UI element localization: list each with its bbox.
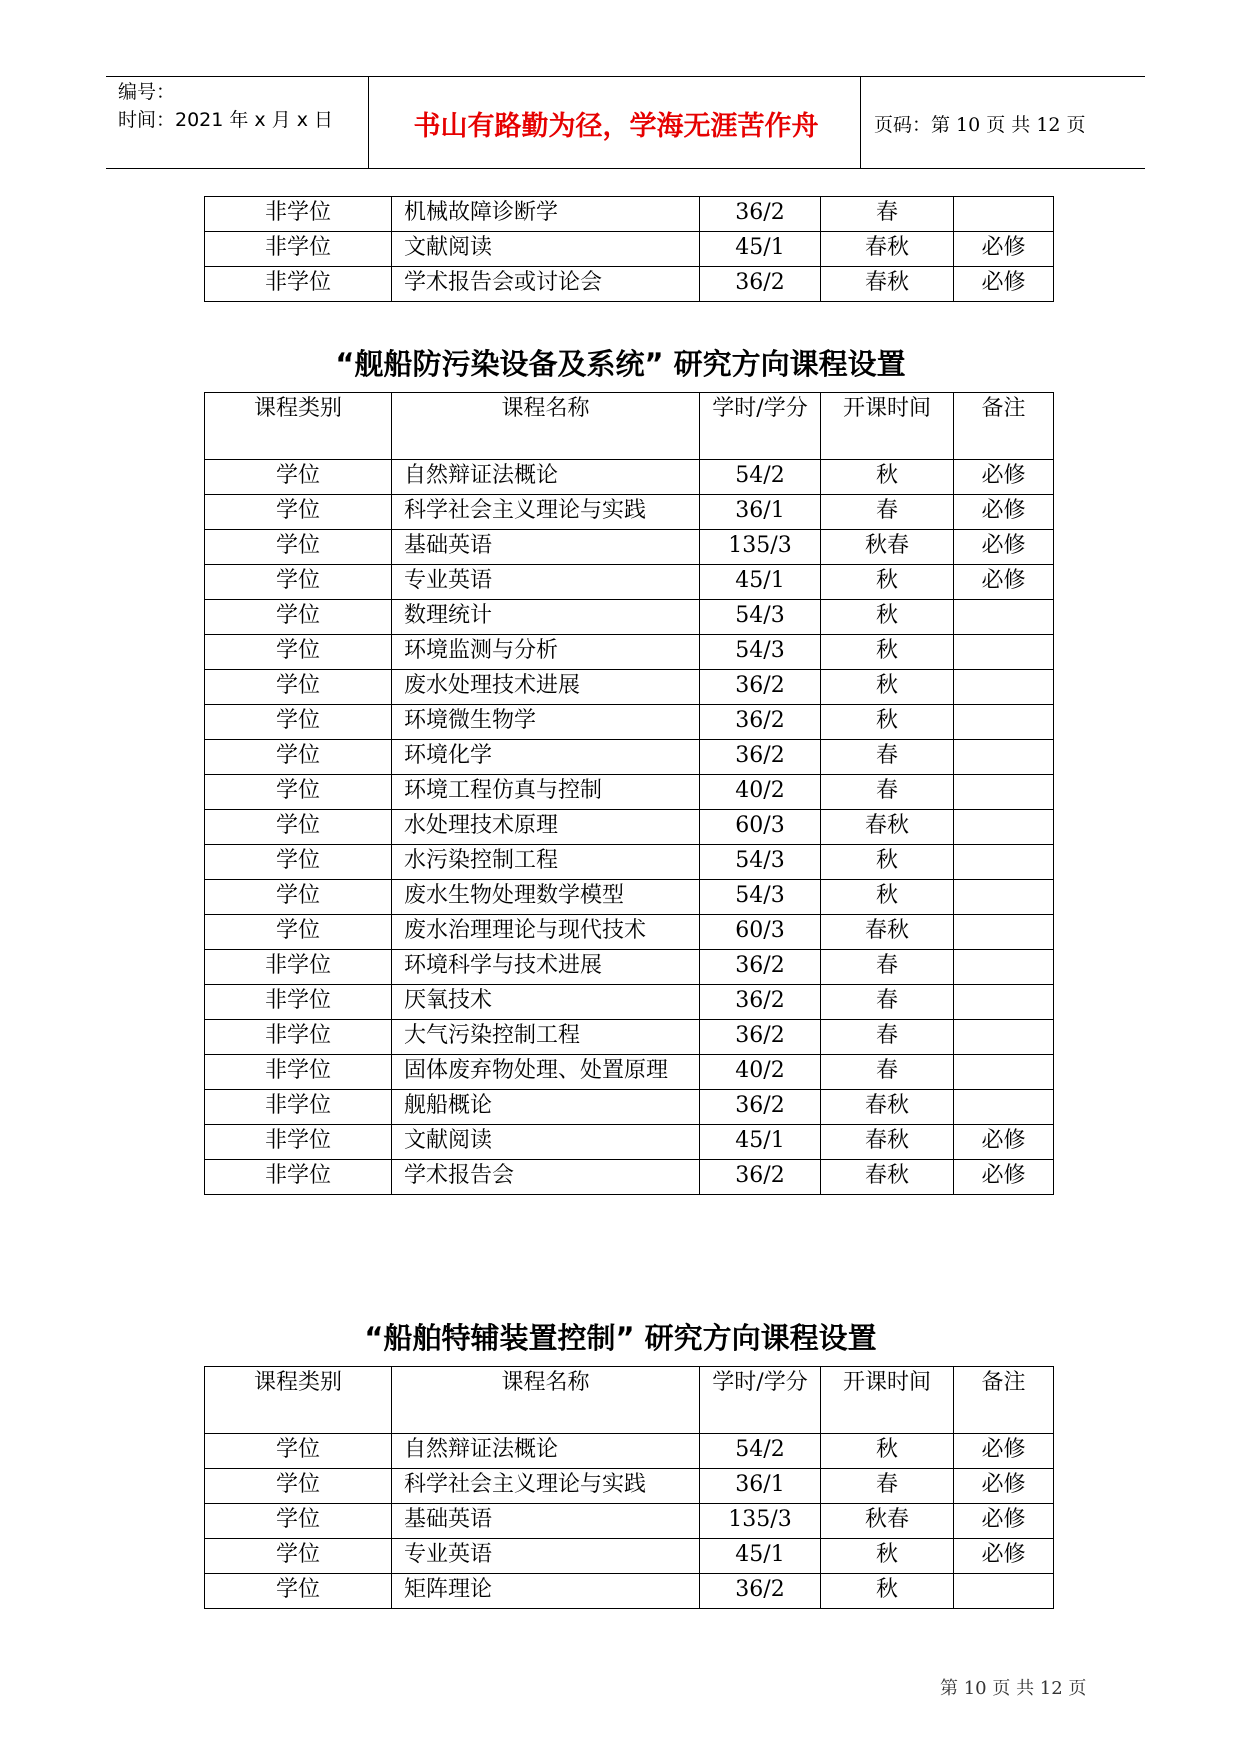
cell-course-name: 学术报告会或讨论会 bbox=[392, 267, 700, 302]
cell-category: 学位 bbox=[205, 495, 392, 530]
col-header-category: 课程类别 bbox=[205, 1367, 392, 1434]
cell-category: 非学位 bbox=[205, 1160, 392, 1195]
table-row bbox=[205, 530, 1054, 565]
cell-course-name: 自然辩证法概论 bbox=[392, 460, 700, 495]
cell-term: 春 bbox=[821, 1469, 954, 1504]
table-row bbox=[205, 1020, 1054, 1055]
cell-course-name: 科学社会主义理论与实践 bbox=[392, 1469, 700, 1504]
cell-note bbox=[954, 950, 1054, 985]
cell-note: 必修 bbox=[954, 530, 1054, 565]
cell-category: 学位 bbox=[205, 1434, 392, 1469]
cell-note: 必修 bbox=[954, 495, 1054, 530]
cell-hours-credits: 45/1 bbox=[700, 1125, 821, 1160]
course-table-continued bbox=[204, 196, 1054, 302]
table-row bbox=[205, 670, 1054, 705]
cell-course-name: 环境科学与技术进展 bbox=[392, 950, 700, 985]
cell-hours-credits: 54/3 bbox=[700, 880, 821, 915]
table-row bbox=[205, 1574, 1054, 1609]
header-top-rule bbox=[106, 76, 1145, 77]
col-header-hours: 学时/学分 bbox=[700, 1367, 821, 1434]
cell-hours-credits: 36/2 bbox=[700, 740, 821, 775]
cell-note bbox=[954, 740, 1054, 775]
cell-category: 学位 bbox=[205, 460, 392, 495]
cell-category: 学位 bbox=[205, 670, 392, 705]
cell-term: 春 bbox=[821, 1055, 954, 1090]
cell-category: 学位 bbox=[205, 810, 392, 845]
col-header-category: 课程类别 bbox=[205, 393, 392, 460]
cell-category: 学位 bbox=[205, 635, 392, 670]
table-row bbox=[205, 565, 1054, 600]
col-header-term: 开课时间 bbox=[821, 1367, 954, 1434]
table-row bbox=[205, 740, 1054, 775]
cell-hours-credits: 36/2 bbox=[700, 670, 821, 705]
cell-course-name: 文献阅读 bbox=[392, 232, 700, 267]
cell-hours-credits: 60/3 bbox=[700, 915, 821, 950]
cell-note bbox=[954, 600, 1054, 635]
col-header-hours: 学时/学分 bbox=[700, 393, 821, 460]
cell-category: 非学位 bbox=[205, 232, 392, 267]
table-row bbox=[205, 232, 1054, 267]
cell-hours-credits: 36/2 bbox=[700, 197, 821, 232]
table-row bbox=[205, 267, 1054, 302]
cell-term: 春 bbox=[821, 495, 954, 530]
table-row bbox=[205, 1469, 1054, 1504]
cell-note: 必修 bbox=[954, 565, 1054, 600]
cell-course-name: 科学社会主义理论与实践 bbox=[392, 495, 700, 530]
cell-note bbox=[954, 845, 1054, 880]
table-row bbox=[205, 1160, 1054, 1195]
cell-course-name: 废水生物处理数学模型 bbox=[392, 880, 700, 915]
cell-note bbox=[954, 1055, 1054, 1090]
cell-course-name: 自然辩证法概论 bbox=[392, 1434, 700, 1469]
cell-course-name: 专业英语 bbox=[392, 1539, 700, 1574]
cell-hours-credits: 40/2 bbox=[700, 775, 821, 810]
cell-note bbox=[954, 810, 1054, 845]
cell-note bbox=[954, 635, 1054, 670]
cell-note bbox=[954, 670, 1054, 705]
cell-note: 必修 bbox=[954, 1469, 1054, 1504]
cell-category: 学位 bbox=[205, 565, 392, 600]
header-motto: 书山有路勤为径，学海无涯苦作舟 bbox=[413, 111, 819, 142]
cell-term: 秋 bbox=[821, 670, 954, 705]
table-row bbox=[205, 460, 1054, 495]
col-header-name: 课程名称 bbox=[392, 1367, 700, 1434]
table-row bbox=[205, 950, 1054, 985]
cell-course-name: 固体废弃物处理、处置原理 bbox=[392, 1055, 700, 1090]
cell-term: 春秋 bbox=[821, 1090, 954, 1125]
cell-course-name: 环境微生物学 bbox=[392, 705, 700, 740]
cell-course-name: 专业英语 bbox=[392, 565, 700, 600]
cell-course-name: 大气污染控制工程 bbox=[392, 1020, 700, 1055]
table-row bbox=[205, 915, 1054, 950]
cell-term: 秋 bbox=[821, 1434, 954, 1469]
table-row bbox=[205, 705, 1054, 740]
cell-course-name: 环境监测与分析 bbox=[392, 635, 700, 670]
cell-course-name: 基础英语 bbox=[392, 530, 700, 565]
cell-term: 春 bbox=[821, 775, 954, 810]
cell-category: 学位 bbox=[205, 1504, 392, 1539]
cell-hours-credits: 36/2 bbox=[700, 950, 821, 985]
cell-course-name: 水污染控制工程 bbox=[392, 845, 700, 880]
cell-term: 春秋 bbox=[821, 267, 954, 302]
table-row bbox=[205, 495, 1054, 530]
cell-course-name: 基础英语 bbox=[392, 1504, 700, 1539]
cell-hours-credits: 45/1 bbox=[700, 232, 821, 267]
cell-note: 必修 bbox=[954, 1539, 1054, 1574]
cell-term: 秋春 bbox=[821, 530, 954, 565]
table-row bbox=[205, 880, 1054, 915]
cell-category: 非学位 bbox=[205, 1020, 392, 1055]
cell-term: 春 bbox=[821, 985, 954, 1020]
cell-category: 学位 bbox=[205, 775, 392, 810]
cell-hours-credits: 36/2 bbox=[700, 705, 821, 740]
cell-hours-credits: 36/1 bbox=[700, 495, 821, 530]
cell-note bbox=[954, 775, 1054, 810]
cell-course-name: 学术报告会 bbox=[392, 1160, 700, 1195]
header-time-label: 时间：2021 年 x 月 x 日 bbox=[118, 109, 334, 131]
cell-note: 必修 bbox=[954, 1160, 1054, 1195]
cell-note: 必修 bbox=[954, 1504, 1054, 1539]
cell-category: 非学位 bbox=[205, 950, 392, 985]
cell-hours-credits: 54/2 bbox=[700, 1434, 821, 1469]
table-header-row bbox=[205, 393, 1054, 460]
cell-category: 非学位 bbox=[205, 197, 392, 232]
cell-term: 秋春 bbox=[821, 1504, 954, 1539]
cell-hours-credits: 45/1 bbox=[700, 1539, 821, 1574]
cell-course-name: 环境工程仿真与控制 bbox=[392, 775, 700, 810]
table-row bbox=[205, 197, 1054, 232]
cell-note: 必修 bbox=[954, 1434, 1054, 1469]
col-header-note: 备注 bbox=[954, 393, 1054, 460]
cell-course-name: 废水处理技术进展 bbox=[392, 670, 700, 705]
cell-term: 春秋 bbox=[821, 1125, 954, 1160]
cell-note: 必修 bbox=[954, 460, 1054, 495]
cell-note bbox=[954, 1090, 1054, 1125]
header-page-code: 页码：第 10 页 共 12 页 bbox=[874, 114, 1086, 136]
cell-category: 学位 bbox=[205, 915, 392, 950]
cell-note bbox=[954, 1574, 1054, 1609]
cell-category: 学位 bbox=[205, 600, 392, 635]
cell-hours-credits: 54/3 bbox=[700, 845, 821, 880]
cell-course-name: 环境化学 bbox=[392, 740, 700, 775]
cell-term: 秋 bbox=[821, 600, 954, 635]
cell-term: 春 bbox=[821, 950, 954, 985]
cell-term: 秋 bbox=[821, 705, 954, 740]
cell-category: 学位 bbox=[205, 1469, 392, 1504]
cell-course-name: 舰船概论 bbox=[392, 1090, 700, 1125]
cell-hours-credits: 54/3 bbox=[700, 635, 821, 670]
header-bottom-rule bbox=[106, 168, 1145, 169]
cell-category: 非学位 bbox=[205, 1090, 392, 1125]
table-row bbox=[205, 1434, 1054, 1469]
cell-term: 秋 bbox=[821, 1574, 954, 1609]
table-row bbox=[205, 845, 1054, 880]
page-footer: 第 10 页 共 12 页 bbox=[940, 1678, 1087, 1699]
table-row bbox=[205, 775, 1054, 810]
cell-note bbox=[954, 1020, 1054, 1055]
cell-hours-credits: 45/1 bbox=[700, 565, 821, 600]
cell-hours-credits: 54/3 bbox=[700, 600, 821, 635]
cell-note bbox=[954, 197, 1054, 232]
cell-term: 春 bbox=[821, 197, 954, 232]
cell-course-name: 废水治理理论与现代技术 bbox=[392, 915, 700, 950]
header-divider-right bbox=[860, 76, 861, 168]
cell-hours-credits: 36/2 bbox=[700, 1574, 821, 1609]
cell-hours-credits: 54/2 bbox=[700, 460, 821, 495]
cell-course-name: 水处理技术原理 bbox=[392, 810, 700, 845]
table-row bbox=[205, 1504, 1054, 1539]
cell-note bbox=[954, 705, 1054, 740]
cell-term: 春 bbox=[821, 740, 954, 775]
cell-category: 学位 bbox=[205, 705, 392, 740]
cell-category: 学位 bbox=[205, 880, 392, 915]
cell-term: 春 bbox=[821, 1020, 954, 1055]
cell-term: 春秋 bbox=[821, 232, 954, 267]
cell-category: 非学位 bbox=[205, 985, 392, 1020]
table-row bbox=[205, 1090, 1054, 1125]
cell-category: 非学位 bbox=[205, 267, 392, 302]
table-row bbox=[205, 985, 1054, 1020]
table-row bbox=[205, 810, 1054, 845]
cell-category: 学位 bbox=[205, 740, 392, 775]
course-table-section2 bbox=[204, 1366, 1054, 1609]
cell-category: 学位 bbox=[205, 845, 392, 880]
cell-category: 学位 bbox=[205, 1539, 392, 1574]
cell-hours-credits: 135/3 bbox=[700, 1504, 821, 1539]
cell-course-name: 机械故障诊断学 bbox=[392, 197, 700, 232]
cell-note: 必修 bbox=[954, 1125, 1054, 1160]
cell-hours-credits: 135/3 bbox=[700, 530, 821, 565]
cell-term: 春秋 bbox=[821, 810, 954, 845]
cell-hours-credits: 60/3 bbox=[700, 810, 821, 845]
table-row bbox=[205, 1055, 1054, 1090]
cell-note: 必修 bbox=[954, 267, 1054, 302]
cell-term: 春秋 bbox=[821, 915, 954, 950]
cell-category: 非学位 bbox=[205, 1125, 392, 1160]
cell-category: 学位 bbox=[205, 530, 392, 565]
section1-title: “舰船防污染设备及系统” 研究方向课程设置 bbox=[335, 347, 906, 381]
cell-term: 秋 bbox=[821, 880, 954, 915]
cell-hours-credits: 36/1 bbox=[700, 1469, 821, 1504]
cell-note: 必修 bbox=[954, 232, 1054, 267]
table-row bbox=[205, 600, 1054, 635]
header-meta bbox=[118, 78, 333, 134]
course-table-section1 bbox=[204, 392, 1054, 1195]
section2-title: “船舶特辅装置控制” 研究方向课程设置 bbox=[364, 1321, 877, 1355]
cell-course-name: 矩阵理论 bbox=[392, 1574, 700, 1609]
cell-course-name: 文献阅读 bbox=[392, 1125, 700, 1160]
cell-course-name: 数理统计 bbox=[392, 600, 700, 635]
cell-term: 秋 bbox=[821, 845, 954, 880]
cell-term: 秋 bbox=[821, 1539, 954, 1574]
col-header-name: 课程名称 bbox=[392, 393, 700, 460]
cell-hours-credits: 40/2 bbox=[700, 1055, 821, 1090]
cell-term: 春秋 bbox=[821, 1160, 954, 1195]
cell-course-name: 厌氧技术 bbox=[392, 985, 700, 1020]
cell-hours-credits: 36/2 bbox=[700, 985, 821, 1020]
table-row bbox=[205, 1539, 1054, 1574]
cell-term: 秋 bbox=[821, 565, 954, 600]
cell-hours-credits: 36/2 bbox=[700, 1090, 821, 1125]
cell-hours-credits: 36/2 bbox=[700, 1160, 821, 1195]
table-header-row bbox=[205, 1367, 1054, 1434]
cell-hours-credits: 36/2 bbox=[700, 1020, 821, 1055]
table-row bbox=[205, 635, 1054, 670]
col-header-note: 备注 bbox=[954, 1367, 1054, 1434]
cell-hours-credits: 36/2 bbox=[700, 267, 821, 302]
col-header-term: 开课时间 bbox=[821, 393, 954, 460]
cell-term: 秋 bbox=[821, 635, 954, 670]
cell-category: 非学位 bbox=[205, 1055, 392, 1090]
cell-note bbox=[954, 880, 1054, 915]
cell-note bbox=[954, 915, 1054, 950]
cell-term: 秋 bbox=[821, 460, 954, 495]
header-divider-left bbox=[368, 76, 369, 168]
cell-note bbox=[954, 985, 1054, 1020]
table-row bbox=[205, 1125, 1054, 1160]
header-number-label: 编号： bbox=[118, 81, 176, 103]
cell-category: 学位 bbox=[205, 1574, 392, 1609]
